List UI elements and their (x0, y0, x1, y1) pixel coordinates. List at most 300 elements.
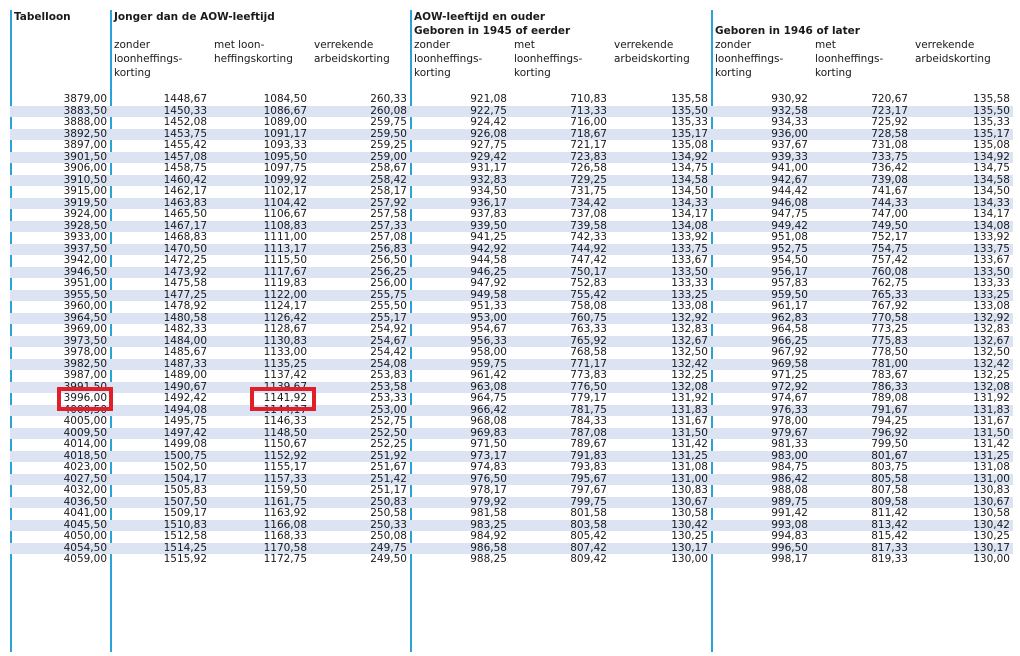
table-cell: 1146,33 (263, 416, 307, 427)
table-cell: 132,83 (671, 324, 708, 335)
table-cell: 1108,83 (210, 221, 310, 233)
table-cell: 1130,83 (210, 336, 310, 348)
table-cell: 130,25 (973, 531, 1010, 542)
table-cell: 3946,50 (10, 267, 110, 279)
table-cell: 133,67 (973, 255, 1010, 266)
table-cell: 783,67 (871, 370, 908, 381)
table-cell: 932,58 (711, 106, 811, 118)
subheader-line: loonheffings- (715, 53, 784, 65)
table-cell: 131,83 (911, 405, 1013, 417)
subheader-line: arbeidskorting (915, 53, 991, 65)
table-cell: 251,42 (310, 474, 410, 486)
table-cell: 130,42 (610, 520, 711, 532)
table-row (10, 163, 1013, 175)
table-cell: 731,08 (871, 140, 908, 151)
table-cell: 989,75 (711, 497, 811, 509)
table-cell: 951,33 (470, 301, 507, 312)
table-cell: 254,67 (310, 336, 410, 348)
table-cell: 130,83 (973, 485, 1010, 496)
table-cell: 260,08 (310, 106, 410, 118)
table-row (10, 393, 1013, 405)
table-cell: 716,00 (570, 117, 607, 128)
table-cell: 135,58 (671, 94, 708, 105)
table-cell: 984,92 (470, 531, 507, 542)
subheader-1946-met (815, 38, 883, 80)
table-cell: 1458,75 (163, 163, 207, 174)
table-cell: 799,50 (871, 439, 908, 450)
table-cell: 795,67 (510, 474, 610, 486)
table-cell: 131,42 (973, 439, 1010, 450)
table-cell: 3982,50 (10, 359, 110, 371)
table-cell: 1484,00 (110, 336, 210, 348)
table-cell: 3915,00 (63, 186, 107, 197)
table-cell: 130,83 (671, 485, 708, 496)
table-row (10, 462, 1013, 474)
table-row (10, 485, 1013, 497)
table-cell: 801,58 (570, 508, 607, 519)
tax-table-body (10, 94, 1013, 566)
table-cell: 926,08 (410, 129, 510, 141)
table-cell: 1170,58 (210, 543, 310, 555)
table-cell: 134,50 (973, 186, 1010, 197)
table-cell: 944,58 (470, 255, 507, 266)
table-cell: 4041,00 (63, 508, 107, 519)
table-cell: 968,08 (470, 416, 507, 427)
table-row (10, 221, 1013, 233)
table-cell: 956,33 (410, 336, 510, 348)
table-cell: 132,25 (973, 370, 1010, 381)
table-cell: 1128,67 (263, 324, 307, 335)
table-cell: 256,25 (310, 267, 410, 279)
table-cell: 951,08 (771, 232, 808, 243)
table-cell: 133,25 (911, 290, 1013, 302)
table-cell: 3879,00 (63, 94, 107, 105)
table-cell: 1159,50 (263, 485, 307, 496)
table-cell: 1172,75 (263, 554, 307, 565)
table-cell: 3969,00 (63, 324, 107, 335)
table-cell: 986,42 (711, 474, 811, 486)
table-cell: 723,17 (811, 106, 911, 118)
table-cell: 258,67 (370, 163, 407, 174)
subheader-young-zonder (114, 38, 182, 80)
table-cell: 1470,50 (110, 244, 210, 256)
table-cell: 1463,83 (110, 198, 210, 210)
table-row (10, 370, 1013, 382)
table-cell: 251,67 (370, 462, 407, 473)
table-row (10, 416, 1013, 428)
table-row (10, 508, 1013, 520)
table-cell: 131,67 (973, 416, 1010, 427)
table-cell: 4027,50 (10, 474, 110, 486)
table-cell: 809,58 (811, 497, 911, 509)
table-cell: 939,50 (410, 221, 510, 233)
header-tabelloon-label: Tabelloon (14, 11, 71, 23)
table-cell: 1097,75 (263, 163, 307, 174)
table-row (10, 520, 1013, 532)
table-cell: 255,17 (310, 313, 410, 325)
table-cell: 4059,00 (63, 554, 107, 565)
table-cell: 941,25 (470, 232, 507, 243)
table-cell: 131,42 (671, 439, 708, 450)
table-cell: 131,00 (911, 474, 1013, 486)
table-cell: 947,75 (771, 209, 808, 220)
table-row (10, 554, 1013, 566)
table-row (10, 382, 1013, 394)
table-cell: 794,25 (871, 416, 908, 427)
table-cell: 941,00 (771, 163, 808, 174)
table-cell: 135,17 (610, 129, 711, 141)
subheader-line: korting (715, 67, 752, 79)
table-cell: 132,92 (610, 313, 711, 325)
table-cell: 1084,50 (263, 94, 307, 105)
table-cell: 797,67 (570, 485, 607, 496)
table-cell: 3928,50 (10, 221, 110, 233)
table-cell: 3996,00 (63, 393, 107, 404)
table-cell: 984,75 (771, 462, 808, 473)
table-cell: 1448,67 (163, 94, 207, 105)
table-cell: 133,08 (973, 301, 1010, 312)
subheader-line: loonheffings- (514, 53, 583, 65)
table-row (10, 175, 1013, 187)
table-row (10, 531, 1013, 543)
table-cell: 791,67 (811, 405, 911, 417)
table-cell: 1467,17 (110, 221, 210, 233)
table-cell: 3888,00 (63, 117, 107, 128)
table-cell: 133,92 (671, 232, 708, 243)
table-cell: 135,08 (973, 140, 1010, 151)
subheader-line: heffingskorting (214, 53, 293, 65)
table-cell: 4050,00 (63, 531, 107, 542)
table-cell: 134,08 (610, 221, 711, 233)
table-cell: 1512,58 (163, 531, 207, 542)
table-cell: 781,00 (811, 359, 911, 371)
table-cell: 4018,50 (10, 451, 110, 463)
subheader-line: loonheffings- (815, 53, 884, 65)
table-cell: 4054,50 (10, 543, 110, 555)
table-cell: 957,83 (771, 278, 808, 289)
table-cell: 3892,50 (10, 129, 110, 141)
table-cell: 3901,50 (10, 152, 110, 164)
table-cell: 805,58 (811, 474, 911, 486)
table-cell: 946,25 (410, 267, 510, 279)
table-row (10, 106, 1013, 118)
table-cell: 3919,50 (10, 198, 110, 210)
table-cell: 132,42 (610, 359, 711, 371)
table-cell: 253,33 (370, 393, 407, 404)
table-cell: 963,08 (410, 382, 510, 394)
table-row (10, 232, 1013, 244)
table-cell: 1086,67 (210, 106, 310, 118)
table-cell: 752,17 (871, 232, 908, 243)
subheader-line: verrekende (314, 39, 374, 51)
table-row (10, 209, 1013, 221)
table-cell: 1099,92 (210, 175, 310, 187)
table-cell: 776,50 (510, 382, 610, 394)
table-cell: 969,83 (410, 428, 510, 440)
table-cell: 1509,17 (163, 508, 207, 519)
table-cell: 131,92 (973, 393, 1010, 404)
table-cell: 988,08 (771, 485, 808, 496)
table-cell: 4045,50 (10, 520, 110, 532)
subheader-line: arbeidskorting (614, 53, 690, 65)
table-cell: 133,50 (911, 267, 1013, 279)
table-cell: 807,58 (871, 485, 908, 496)
table-cell: 949,42 (711, 221, 811, 233)
table-cell: 954,67 (470, 324, 507, 335)
table-cell: 1505,83 (163, 485, 207, 496)
table-cell: 755,42 (510, 290, 610, 302)
table-cell: 969,58 (711, 359, 811, 371)
table-cell: 1489,00 (163, 370, 207, 381)
subheader-line: loonheffings- (114, 53, 183, 65)
table-cell: 762,75 (871, 278, 908, 289)
table-cell: 750,17 (510, 267, 610, 279)
table-cell: 254,42 (370, 347, 407, 358)
table-cell: 718,67 (510, 129, 610, 141)
table-cell: 254,08 (310, 359, 410, 371)
table-cell: 720,67 (871, 94, 908, 105)
subheader-young-met (214, 38, 293, 66)
table-cell: 259,25 (370, 140, 407, 151)
table-cell: 962,83 (711, 313, 811, 325)
table-cell: 726,58 (570, 163, 607, 174)
table-cell: 754,75 (811, 244, 911, 256)
table-cell: 815,42 (871, 531, 908, 542)
table-cell: 749,50 (811, 221, 911, 233)
table-cell: 133,08 (671, 301, 708, 312)
table-cell: 1157,33 (210, 474, 310, 486)
table-cell: 796,92 (811, 428, 911, 440)
table-cell: 1478,92 (163, 301, 207, 312)
subheader-line: arbeidskorting (314, 53, 390, 65)
table-cell: 967,92 (771, 347, 808, 358)
subheader-line: zonder (114, 39, 151, 51)
table-cell: 760,75 (510, 313, 610, 325)
table-cell: 947,92 (470, 278, 507, 289)
table-cell: 789,67 (570, 439, 607, 450)
table-cell: 1472,25 (163, 255, 207, 266)
table-cell: 3937,50 (10, 244, 110, 256)
table-cell: 1475,58 (163, 278, 207, 289)
table-cell: 130,00 (671, 554, 708, 565)
table-cell: 949,58 (410, 290, 510, 302)
table-cell: 257,08 (370, 232, 407, 243)
table-cell: 728,58 (811, 129, 911, 141)
table-cell: 4014,00 (63, 439, 107, 450)
table-cell: 991,42 (771, 508, 808, 519)
table-cell: 936,17 (410, 198, 510, 210)
table-cell: 134,17 (973, 209, 1010, 220)
table-cell: 979,92 (410, 497, 510, 509)
table-cell: 803,58 (510, 520, 610, 532)
table-row (10, 244, 1013, 256)
subheader-aow-verrekende (614, 38, 690, 66)
table-cell: 1502,50 (163, 462, 207, 473)
table-cell: 932,83 (410, 175, 510, 187)
table-cell: 752,83 (570, 278, 607, 289)
subheader-1946-zonder (715, 38, 783, 80)
table-cell: 131,00 (610, 474, 711, 486)
table-cell: 1111,00 (263, 232, 307, 243)
table-cell: 779,17 (570, 393, 607, 404)
table-cell: 1504,17 (110, 474, 210, 486)
table-cell: 3910,50 (10, 175, 110, 187)
table-cell: 1093,33 (263, 140, 307, 151)
table-cell: 807,42 (510, 543, 610, 555)
table-cell: 134,92 (610, 152, 711, 164)
table-cell: 964,58 (771, 324, 808, 335)
table-cell: 251,92 (310, 451, 410, 463)
table-cell: 130,25 (671, 531, 708, 542)
table-cell: 1452,08 (163, 117, 207, 128)
table-cell: 741,67 (871, 186, 908, 197)
table-cell: 966,42 (410, 405, 510, 417)
table-cell: 737,08 (570, 209, 607, 220)
table-cell: 1126,42 (210, 313, 310, 325)
table-cell: 132,92 (911, 313, 1013, 325)
table-cell: 131,50 (610, 428, 711, 440)
table-cell: 256,83 (310, 244, 410, 256)
table-cell: 256,00 (370, 278, 407, 289)
table-cell: 786,33 (811, 382, 911, 394)
table-cell: 1485,67 (163, 347, 207, 358)
table-cell: 803,75 (871, 462, 908, 473)
table-row (10, 474, 1013, 486)
table-cell: 132,67 (610, 336, 711, 348)
table-cell: 253,58 (310, 382, 410, 394)
table-cell: 135,50 (911, 106, 1013, 118)
header-group-young-label: Jonger dan de AOW-leeftijd (114, 11, 275, 23)
table-row (10, 347, 1013, 359)
table-cell: 4009,50 (10, 428, 110, 440)
table-cell: 747,42 (570, 255, 607, 266)
table-cell: 132,42 (911, 359, 1013, 371)
table-cell: 131,92 (671, 393, 708, 404)
table-cell: 1113,17 (210, 244, 310, 256)
table-cell: 130,58 (973, 508, 1010, 519)
table-cell: 135,17 (911, 129, 1013, 141)
table-cell: 744,92 (510, 244, 610, 256)
table-cell: 1490,67 (110, 382, 210, 394)
table-cell: 259,50 (310, 129, 410, 141)
table-row (10, 278, 1013, 290)
table-cell: 1095,50 (210, 152, 310, 164)
table-cell: 130,17 (911, 543, 1013, 555)
table-cell: 1137,42 (263, 370, 307, 381)
subheader-line: zonder (715, 39, 752, 51)
table-cell: 768,58 (570, 347, 607, 358)
table-cell: 1487,33 (110, 359, 210, 371)
table-cell: 250,33 (310, 520, 410, 532)
table-cell: 133,75 (610, 244, 711, 256)
table-cell: 942,92 (410, 244, 510, 256)
table-cell: 3973,50 (10, 336, 110, 348)
table-row (10, 451, 1013, 463)
table-cell: 3906,00 (63, 163, 107, 174)
table-row (10, 497, 1013, 509)
table-cell: 133,33 (671, 278, 708, 289)
table-cell: 135,08 (671, 140, 708, 151)
table-cell: 747,00 (871, 209, 908, 220)
table-cell: 1163,92 (263, 508, 307, 519)
table-cell: 725,92 (871, 117, 908, 128)
table-row (10, 290, 1013, 302)
subheader-line: korting (815, 67, 852, 79)
table-cell: 981,33 (771, 439, 808, 450)
table-cell: 134,17 (671, 209, 708, 220)
table-cell: 1462,17 (163, 186, 207, 197)
table-cell: 736,42 (871, 163, 908, 174)
table-row (10, 255, 1013, 267)
table-cell: 131,08 (973, 462, 1010, 473)
table-cell: 4036,50 (10, 497, 110, 509)
table-cell: 3991,50 (10, 382, 110, 394)
table-cell: 3942,00 (63, 255, 107, 266)
table-cell: 257,58 (370, 209, 407, 220)
table-cell: 135,50 (610, 106, 711, 118)
table-cell: 131,08 (671, 462, 708, 473)
table-row (10, 336, 1013, 348)
table-cell: 934,50 (470, 186, 507, 197)
table-cell: 1148,50 (210, 428, 310, 440)
table-cell: 132,67 (911, 336, 1013, 348)
table-cell: 1468,83 (163, 232, 207, 243)
subheader-line: verrekende (915, 39, 975, 51)
table-row (10, 405, 1013, 417)
table-cell: 961,17 (771, 301, 808, 312)
table-cell: 1453,75 (110, 129, 210, 141)
table-row (10, 324, 1013, 336)
table-cell: 710,83 (570, 94, 607, 105)
table-cell: 922,75 (410, 106, 510, 118)
table-cell: 986,58 (410, 543, 510, 555)
subheader-line: korting (414, 67, 451, 79)
table-cell: 130,67 (610, 497, 711, 509)
table-cell: 1144,17 (210, 405, 310, 417)
table-cell: 961,42 (470, 370, 507, 381)
table-cell: 805,42 (570, 531, 607, 542)
table-cell: 765,92 (510, 336, 610, 348)
table-cell: 1495,75 (163, 416, 207, 427)
table-cell: 134,58 (911, 175, 1013, 187)
table-cell: 978,00 (771, 416, 808, 427)
table-cell: 255,75 (310, 290, 410, 302)
table-cell: 721,17 (570, 140, 607, 151)
table-cell: 972,92 (711, 382, 811, 394)
table-cell: 250,58 (370, 508, 407, 519)
table-cell: 1457,08 (110, 152, 210, 164)
table-cell: 134,75 (671, 163, 708, 174)
table-cell: 1492,42 (163, 393, 207, 404)
table-cell: 1507,50 (110, 497, 210, 509)
table-row (10, 117, 1013, 129)
table-cell: 132,50 (671, 347, 708, 358)
table-cell: 956,17 (711, 267, 811, 279)
subheader-line: korting (114, 67, 151, 79)
table-cell: 801,67 (811, 451, 911, 463)
table-cell: 773,83 (570, 370, 607, 381)
subheader-line: met (514, 39, 535, 51)
table-cell: 132,08 (911, 382, 1013, 394)
table-cell: 1122,00 (210, 290, 310, 302)
table-cell: 1135,25 (210, 359, 310, 371)
table-cell: 819,33 (871, 554, 908, 565)
table-cell: 257,92 (310, 198, 410, 210)
subheader-line: zonder (414, 39, 451, 51)
table-cell: 133,25 (610, 290, 711, 302)
table-cell: 1477,25 (110, 290, 210, 302)
table-cell: 259,00 (310, 152, 410, 164)
